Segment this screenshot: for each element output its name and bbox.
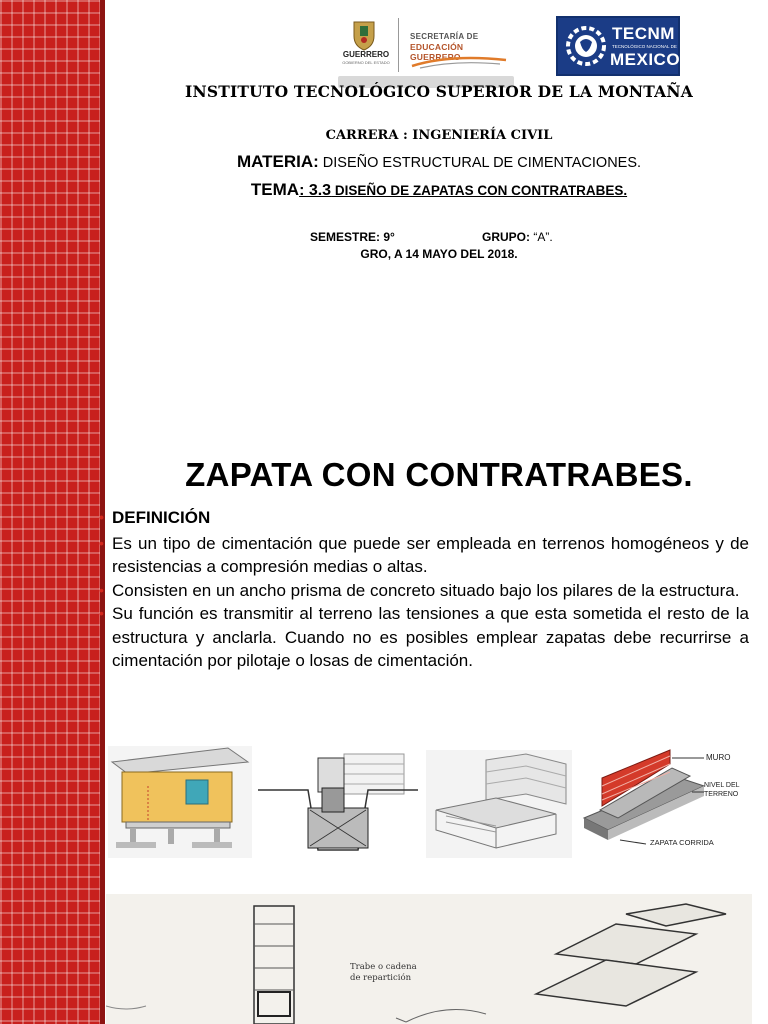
tecnm-gear-icon bbox=[562, 22, 610, 70]
definition-list bbox=[99, 506, 749, 673]
guerrero-wordmark: GUERRERO bbox=[342, 50, 390, 59]
materia-line bbox=[110, 152, 768, 172]
definition-heading-text: DEFINICIÓN bbox=[112, 508, 211, 527]
figure-footing-section bbox=[254, 748, 420, 860]
tema-value: DISEÑO DE ZAPATAS CON CONTRATRABES. bbox=[331, 183, 628, 198]
label-trabe-line1: Trabe o cadena bbox=[350, 962, 417, 972]
tecnm-country: MEXICO bbox=[610, 50, 681, 69]
bullet-icon: • bbox=[99, 605, 104, 621]
bullet-icon: • bbox=[99, 509, 104, 525]
label-zapata-corrida: ZAPATA CORRIDA bbox=[650, 838, 714, 847]
list-item-text: Consisten en un ancho prisma de concreto situado bajo los pilares de la estructura. bbox=[112, 580, 740, 600]
list-item-text: Su función es transmitir al terreno las tensiones a que esta sometida el resto de la estructura y anclarla. Cuando no es posibles emplear zapatas debe recurrirse a cimentación por pilotaje o losas de cimentación. bbox=[112, 604, 749, 670]
guerrero-logo bbox=[334, 14, 514, 76]
list-item bbox=[99, 532, 749, 579]
date-line: GRO, A 14 MAYO DEL 2018. bbox=[360, 247, 518, 261]
grupo-label: GRUPO: bbox=[482, 230, 530, 244]
tema-line bbox=[110, 180, 768, 200]
figure-wall-footing bbox=[426, 750, 572, 858]
list-item bbox=[99, 579, 749, 603]
grupo-value: “A”. bbox=[530, 230, 553, 244]
secretaria-line2: EDUCACIÓN GUERRERO bbox=[410, 42, 464, 62]
tecnm-logo bbox=[556, 16, 680, 76]
label-nivel: NIVEL DEL bbox=[704, 782, 740, 789]
figure-contratrabe-detail bbox=[106, 894, 752, 1024]
semestre-line: SEMESTRE: 9° bbox=[310, 230, 395, 244]
figure-house-on-piers bbox=[108, 746, 252, 858]
list-item-text: Es un tipo de cimentación que puede ser empleada en terrenos homogéneos y de resistencias a compresión medias o altas. bbox=[112, 533, 749, 576]
brick-border bbox=[0, 0, 100, 1024]
list-item bbox=[99, 602, 749, 673]
guerrero-subtitle: GOBIERNO DEL ESTADO bbox=[342, 60, 390, 65]
label-trabe-line2: de repartición bbox=[350, 973, 412, 983]
label-muro: MURO bbox=[706, 753, 731, 762]
guerrero-shield-icon bbox=[338, 18, 390, 74]
materia-value: DISEÑO ESTRUCTURAL DE CIMENTACIONES. bbox=[318, 155, 642, 171]
tecnm-subtitle: TECNOLÓGICO NACIONAL DE bbox=[612, 44, 677, 49]
section-title: ZAPATA CON CONTRATRABES. bbox=[185, 456, 693, 493]
bullet-icon: • bbox=[99, 534, 104, 551]
secretaria-line1: SECRETARÍA DE bbox=[410, 32, 479, 41]
swoosh-icon bbox=[410, 54, 510, 70]
bullet-icon: • bbox=[99, 581, 104, 598]
logo-divider bbox=[398, 18, 399, 72]
tema-label: TEMA bbox=[250, 180, 300, 199]
figure-zapata-corrida bbox=[580, 748, 752, 854]
carrera-line: CARRERA : INGENIERÍA CIVIL bbox=[325, 128, 553, 143]
definition-heading bbox=[99, 506, 749, 530]
grupo-line bbox=[482, 230, 553, 244]
institute-name: INSTITUTO TECNOLÓGICO SUPERIOR DE LA MONTAÑA bbox=[185, 82, 693, 101]
materia-label: MATERIA: bbox=[236, 152, 319, 171]
label-terreno: TERRENO bbox=[704, 791, 739, 798]
tecnm-name: TECNM bbox=[612, 24, 675, 43]
tema-number: : 3.3 bbox=[299, 182, 332, 199]
